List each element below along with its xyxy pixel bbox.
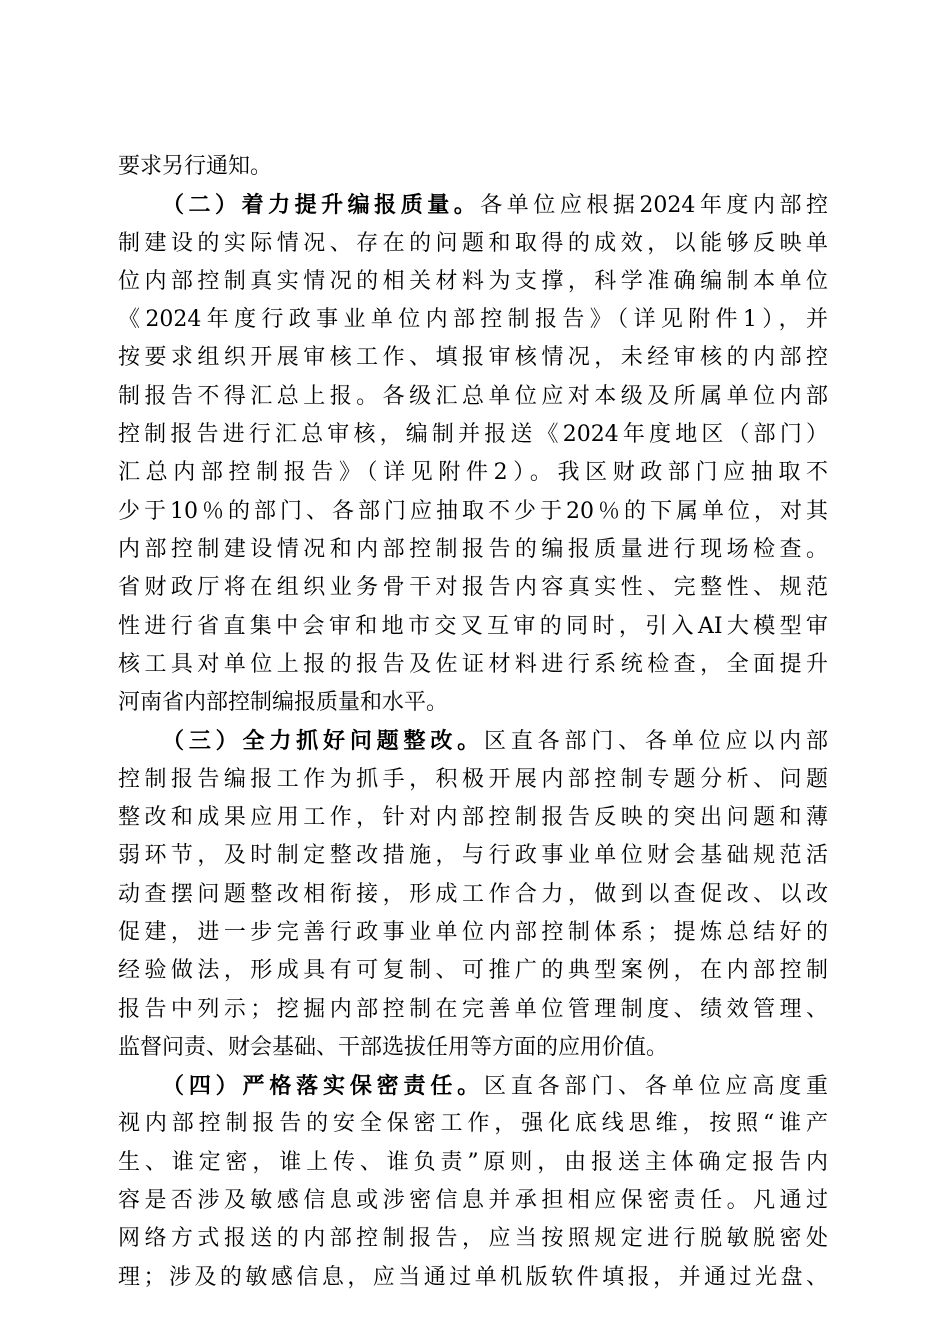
section-3-first-line [118,722,828,760]
section-4-line: 理；涉及的敏感信息，应当通过单机版软件填报，并通过光盘、 [118,1264,828,1290]
section-4-first-line-text: 区直各部门、各单位应高度重 [484,1074,828,1100]
section-3-first-line-text: 区直各部门、各单位应以内部 [484,729,828,755]
section-2 [118,186,828,722]
section-4-first-line [118,1067,828,1105]
section-3-line: 整改和成果应用工作，针对内部控制报告反映的突出问题和薄 [118,805,828,831]
section-2-line: 内部控制建设情况和内部控制报告的编报质量进行现场检查。 [118,536,828,562]
section-2-line: 汇总内部控制报告》（详见附件2）。我区财政部门应抽取不 [118,460,828,486]
section-2-first-line-text: 各单位应根据2024年度内部控 [480,193,828,219]
section-2-line: 按要求组织开展审核工作、填报审核情况，未经审核的内部控 [118,345,828,371]
section-3-line: 报告中列示；挖掘内部控制在完善单位管理制度、绩效管理、 [118,996,828,1022]
section-2-line: 制建设的实际情况、存在的问题和取得的成效，以能够反映单 [118,230,828,256]
section-3-line: 控制报告编报工作为抓手，积极开展内部控制专题分析、问题 [118,766,828,792]
section-4-line: 视内部控制报告的安全保密工作，强化底线思维，按照“谁产 [118,1111,828,1137]
section-2-heading: （二）着力提升编报质量。 [162,192,481,219]
section-3-line: 弱环节，及时制定整改措施，与行政事业单位财会基础规范活 [118,843,828,869]
section-2-line: 《2024年度行政事业单位内部控制报告》（详见附件1），并 [118,307,828,333]
section-4-line: 生、谁定密，谁上传、谁负责”原则，由报送主体确定报告内 [118,1149,828,1175]
section-3-heading: （三）全力抓好问题整改。 [162,728,484,755]
section-4-heading: （四）严格落实保密责任。 [162,1073,484,1100]
section-2-first-line [118,186,828,224]
section-4-line: 网络方式报送的内部控制报告，应当按照规定进行脱敏脱密处 [118,1226,828,1252]
document-body [118,148,828,1297]
section-3-line: 监督问责、财会基础、干部选拔任用等方面的应用价值。 [118,1034,669,1060]
section-2-line: 核工具对单位上报的报告及佐证材料进行系统检查，全面提升 [118,651,828,677]
continuation-line: 要求另行通知。 [118,154,273,179]
section-2-line: 制报告不得汇总上报。各级汇总单位应对本级及所属单位内部 [118,383,828,409]
section-4-line: 容是否涉及敏感信息或涉密信息并承担相应保密责任。凡通过 [118,1188,828,1214]
section-2-line: 性进行省直集中会审和地市交叉互审的同时，引入AI大模型审 [118,613,828,639]
section-2-line: 省财政厅将在组织业务骨干对报告内容真实性、完整性、规范 [118,575,828,601]
section-3-line: 动查摆问题整改相衔接，形成工作合力，做到以查促改、以改 [118,881,828,907]
section-2-line: 控制报告进行汇总审核，编制并报送《2024年度地区（部门） [118,422,828,448]
section-2-line: 位内部控制真实情况的相关材料为支撑，科学准确编制本单位 [118,268,828,294]
section-3-line: 促建，进一步完善行政事业单位内部控制体系；提炼总结好的 [118,919,828,945]
section-3-line: 经验做法，形成具有可复制、可推广的典型案例，在内部控制 [118,958,828,984]
section-2-line: 河南省内部控制编报质量和水平。 [118,690,449,716]
section-4 [118,1067,828,1297]
section-3 [118,722,828,1067]
section-2-line: 少于10％的部门、各部门应抽取不少于20％的下属单位，对其 [118,498,828,524]
